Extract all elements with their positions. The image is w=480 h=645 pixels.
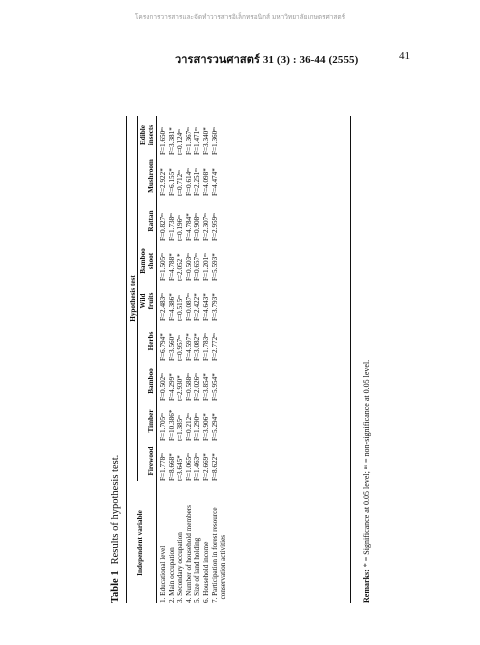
table-cell-value: F=2.026ⁿˢ <box>193 372 202 401</box>
table-cell-value: F=0.503ⁿˢ <box>184 252 193 281</box>
table-cell-value: F=2.307ⁿˢ <box>202 212 210 241</box>
table-cell-value: F=1.360ⁿˢ <box>210 126 219 155</box>
table-cell-value: F=4.474* <box>210 168 219 196</box>
journal-header: วารสารวนศาสตร์ 31 (3) : 36-44 (2555) <box>175 54 359 66</box>
row-variable-label: 7. Participation in forest resource conservation activities <box>210 507 227 603</box>
table-cell-value: F=1.367ⁿˢ <box>184 126 193 155</box>
column-header: Firewood <box>147 446 155 476</box>
table-cell-value: t=2.052 * <box>176 253 185 281</box>
column-header: Bamboo <box>147 368 155 394</box>
table-cell-value: F=6.155* <box>167 168 176 196</box>
table-cell-value: t=0.957ⁿˢ <box>176 334 185 361</box>
table-bottom-rule <box>350 116 351 603</box>
page-number: 41 <box>399 50 410 62</box>
table-cell-value: F=2.922* <box>159 168 167 196</box>
table-cell-value: F=6.794* <box>159 333 167 361</box>
table-cell-value: t=3.645* <box>176 455 185 481</box>
table-cell-value: F=1.471ⁿˢ <box>193 126 202 155</box>
table-cell-value: F=0.212ⁿˢ <box>184 412 193 441</box>
column-header: Timber <box>147 409 155 433</box>
table-cell-value: F=4.299* <box>167 373 176 401</box>
table-cell-value: F=2.669* <box>202 453 210 481</box>
column-header: Herbs <box>147 331 155 351</box>
table-cell-value: F=5.593* <box>210 253 219 281</box>
table-cell-value: F=0.614ⁿˢ <box>184 167 193 196</box>
table-cell-value: t=0.196ⁿˢ <box>176 214 185 241</box>
table-cell-value: F=1.505ⁿˢ <box>159 252 167 281</box>
table-cell-value: F=0.087ⁿˢ <box>184 292 193 321</box>
row-variable-label: 6. Household income <box>202 541 210 603</box>
table-cell-value: F=3.381* <box>167 127 176 155</box>
table-cell-value: F=4.098* <box>202 168 210 196</box>
table-cell-value: F=4.784* <box>184 213 193 241</box>
table-cell-value: F=2.959ⁿˢ <box>210 212 219 241</box>
table-cell-value: t=0.124ⁿˢ <box>176 128 185 155</box>
table-rule <box>137 116 138 481</box>
table-cell-value: t=2.930* <box>176 375 185 401</box>
row-variable-label: 4. Number of household members <box>184 504 193 603</box>
table-cell-value: F=3.560* <box>167 333 176 361</box>
table-cell-value: F=3.082* <box>193 333 202 361</box>
row-variable-label: 2. Main occupation <box>167 547 176 603</box>
table-cell-value: F=4.788* <box>167 253 176 281</box>
table-cell-value: F=0.502ⁿˢ <box>159 372 167 401</box>
table-cell-value: F=2.251ⁿˢ <box>193 167 202 196</box>
table-cell-value: F=2.483ⁿˢ <box>159 292 167 321</box>
table-cell-value: F=0.657ⁿˢ <box>193 252 202 281</box>
table-cell-value: F=10.386* <box>167 409 176 441</box>
table-cell-value: F=1.201ⁿˢ <box>202 252 210 281</box>
table-cell-value: F=0.588ⁿˢ <box>184 372 193 401</box>
table-cell-value: F=4.386* <box>167 293 176 321</box>
row-variable-label: 3. Secondary occupation <box>176 532 185 603</box>
table-cell-value: F=4.597* <box>184 333 193 361</box>
row-variable-label: 5. Size of land holding <box>193 537 202 603</box>
row-variable-label: 1. Educational level <box>159 545 167 603</box>
table-cell-value: F=1.738ⁿˢ <box>167 212 176 241</box>
table-cell-value: F=1.783ⁿˢ <box>202 332 210 361</box>
column-header: Rattan <box>147 210 155 232</box>
table-cell-value: F=3.854* <box>202 373 210 401</box>
column-header: Mushroom <box>147 159 155 193</box>
column-header: Edible insects <box>139 124 156 146</box>
column-header: Bamboo shoot <box>139 248 156 274</box>
table-cell-value: F=2.772ⁿˢ <box>210 332 219 361</box>
table-rule <box>156 116 157 603</box>
remarks-label: Remarks: <box>362 569 371 603</box>
table-cell-value: F=1.705ⁿˢ <box>159 412 167 441</box>
table-cell-value: F=5.294* <box>210 413 219 441</box>
table-cell-value: F=1.650ⁿˢ <box>159 126 167 155</box>
table-cell-value: t=0.712ⁿˢ <box>176 169 185 196</box>
group-header-hypothesis-test: Hypothesis test <box>129 275 137 322</box>
column-header-variable: Independent variable <box>136 510 144 576</box>
table-cell-value: F=3.793* <box>210 293 219 321</box>
column-header: Wild fruits <box>139 292 156 310</box>
table-cell-value: F=4.643* <box>202 293 210 321</box>
table-top-rule <box>126 116 127 603</box>
table-cell-value: F=2.422* <box>193 293 202 321</box>
table-caption <box>110 455 121 603</box>
table-cell-value: F=1.065ⁿˢ <box>184 452 193 481</box>
table-cell-value: F=8.622* <box>210 453 219 481</box>
rotated-table-block <box>110 113 375 603</box>
table-cell-value: F=3.906* <box>202 413 210 441</box>
table-cell-value: F=1.290ⁿˢ <box>193 412 202 441</box>
table-caption-text: Results of hypothesis test. <box>110 454 121 565</box>
table-cell-value: F=0.908ⁿˢ <box>193 212 202 241</box>
table-cell-value: t=1.385ⁿˢ <box>176 414 185 441</box>
remarks-note <box>362 360 371 603</box>
table-cell-value: F=8.668* <box>167 453 176 481</box>
table-cell-value: F=3.340* <box>202 127 210 155</box>
table-caption-label: Table 1 <box>110 570 121 603</box>
table-cell-value: F=1.463ⁿˢ <box>193 452 202 481</box>
remarks-text: * = Significance at 0.05 level; ⁿˢ = non-significance at 0.05 level. <box>362 359 371 568</box>
table-cell-value: F=0.827ⁿˢ <box>159 212 167 241</box>
watermark-text: โครงการวารสารและจัดทำวารสารอิเล็กทรอนิกส์ มหาวิทยาลัยเกษตรศาสตร์ <box>134 13 346 21</box>
table-cell-value: F=5.954* <box>210 373 219 401</box>
table-cell-value: t=0.515ⁿˢ <box>176 294 185 321</box>
table-cell-value: F=1.778ⁿˢ <box>159 452 167 481</box>
